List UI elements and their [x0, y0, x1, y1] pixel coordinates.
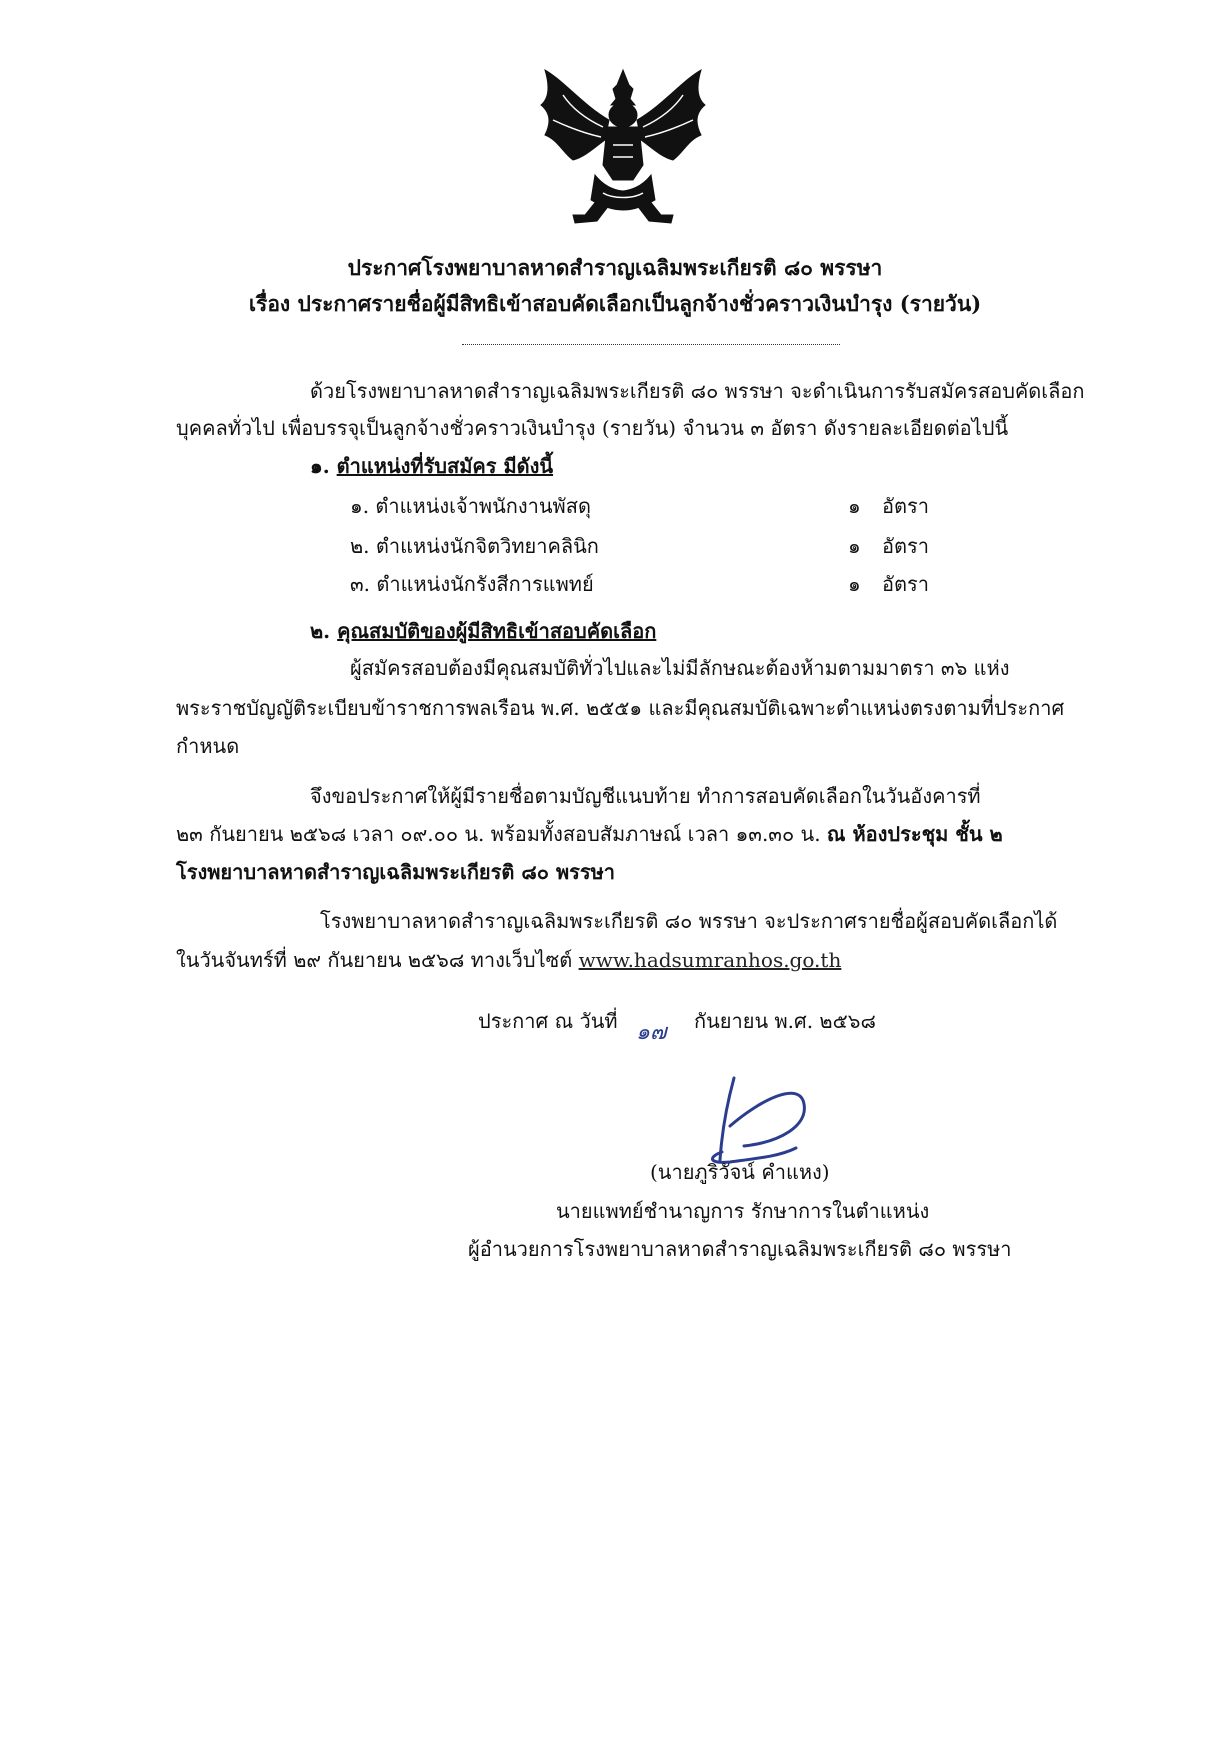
document-subject: เรื่อง ประกาศรายชื่อผู้มีสิทธิเข้าสอบคัดเลือกเป็นลูกจ้างชั่วคราวเงินบำรุง (รายวัน) [248, 291, 982, 316]
position-name-1: ๑. ตำแหน่งเจ้าพนักงานพัสดุ [350, 494, 591, 518]
section-2-heading [310, 615, 656, 647]
section-2-line-3: กำหนด [176, 734, 240, 758]
document-title: ประกาศโรงพยาบาลหาดสำราญเฉลิมพระเกียรติ ๘๐ พรรษา [347, 255, 883, 280]
position-count-3: ๑ [848, 572, 861, 596]
title-divider [462, 344, 840, 345]
website-link[interactable]: www.hadsumranhos.go.th [578, 948, 842, 972]
announce-date-suffix: กันยายน พ.ศ. ๒๕๖๘ [694, 1009, 876, 1033]
position-count-2: ๑ [848, 534, 861, 558]
announce-date-prefix: ประกาศ ณ วันที่ [478, 1009, 618, 1033]
section-2-line-1: ผู้สมัครสอบต้องมีคุณสมบัติทั่วไปและไม่มีลักษณะต้องห้ามตามมาตรา ๓๖ แห่ง [350, 656, 1010, 680]
result-line-2 [176, 944, 841, 976]
section-1-title: ตำแหน่งที่รับสมัคร มีดังนี้ [336, 454, 554, 478]
signatory-name: (นายภูริวัจน์ คำแหง) [650, 1160, 830, 1184]
garuda-emblem-icon [533, 65, 713, 235]
exam-line-1: จึงขอประกาศให้ผู้มีรายชื่อตามบัญชีแนบท้าย ทำการสอบคัดเลือกในวันอังคารที่ [310, 784, 981, 808]
announce-day-handwritten: ๑๗ [636, 1020, 667, 1045]
section-1-number: ๑. [310, 454, 330, 478]
section-1-heading [310, 450, 553, 482]
exam-venue: ณ ห้องประชุม ชั้น ๒ [826, 822, 1003, 846]
exam-datetime: ๒๓ กันยายน ๒๕๖๘ เวลา ๐๙.๐๐ น. พร้อมทั้งสอบสัมภาษณ์ เวลา ๑๓.๓๐ น. [176, 822, 821, 846]
position-name-2: ๒. ตำแหน่งนักจิตวิทยาคลินิก [350, 534, 599, 558]
exam-line-2 [176, 818, 1003, 850]
result-line-1: โรงพยาบาลหาดสำราญเฉลิมพระเกียรติ ๘๐ พรรษา จะประกาศรายชื่อผู้สอบคัดเลือกได้ [320, 909, 1058, 933]
signatory-position-1: นายแพทย์ชำนาญการ รักษาการในตำแหน่ง [556, 1199, 930, 1223]
intro-line-2: บุคคลทั่วไป เพื่อบรรจุเป็นลูกจ้างชั่วคราวเงินบำรุง (รายวัน) จำนวน ๓ อัตรา ดังรายละเอียดต่อไปนี้ [176, 416, 1009, 440]
position-name-3: ๓. ตำแหน่งนักรังสีการแพทย์ [350, 572, 594, 596]
handwritten-signature [700, 1060, 840, 1170]
section-2-title: คุณสมบัติของผู้มีสิทธิเข้าสอบคัดเลือก [337, 619, 657, 643]
exam-line-3: โรงพยาบาลหาดสำราญเฉลิมพระเกียรติ ๘๐ พรรษา [176, 860, 616, 884]
position-count-1: ๑ [848, 494, 861, 518]
result-date: ในวันจันทร์ที่ ๒๙ กันยายน ๒๕๖๘ ทางเว็บไซต์ [176, 948, 573, 972]
intro-line-1: ด้วยโรงพยาบาลหาดสำราญเฉลิมพระเกียรติ ๘๐ พรรษา จะดำเนินการรับสมัครสอบคัดเลือก [310, 379, 1085, 403]
position-unit-1: อัตรา [882, 494, 929, 518]
position-unit-2: อัตรา [882, 534, 929, 558]
section-2-line-2: พระราชบัญญัติระเบียบข้าราชการพลเรือน พ.ศ. ๒๕๕๑ และมีคุณสมบัติเฉพาะตำแหน่งตรงตามที่ประกาศ [176, 696, 1065, 720]
section-2-number: ๒. [310, 619, 331, 643]
signatory-position-2: ผู้อำนวยการโรงพยาบาลหาดสำราญเฉลิมพระเกียรติ ๘๐ พรรษา [468, 1237, 1012, 1261]
position-unit-3: อัตรา [882, 572, 929, 596]
